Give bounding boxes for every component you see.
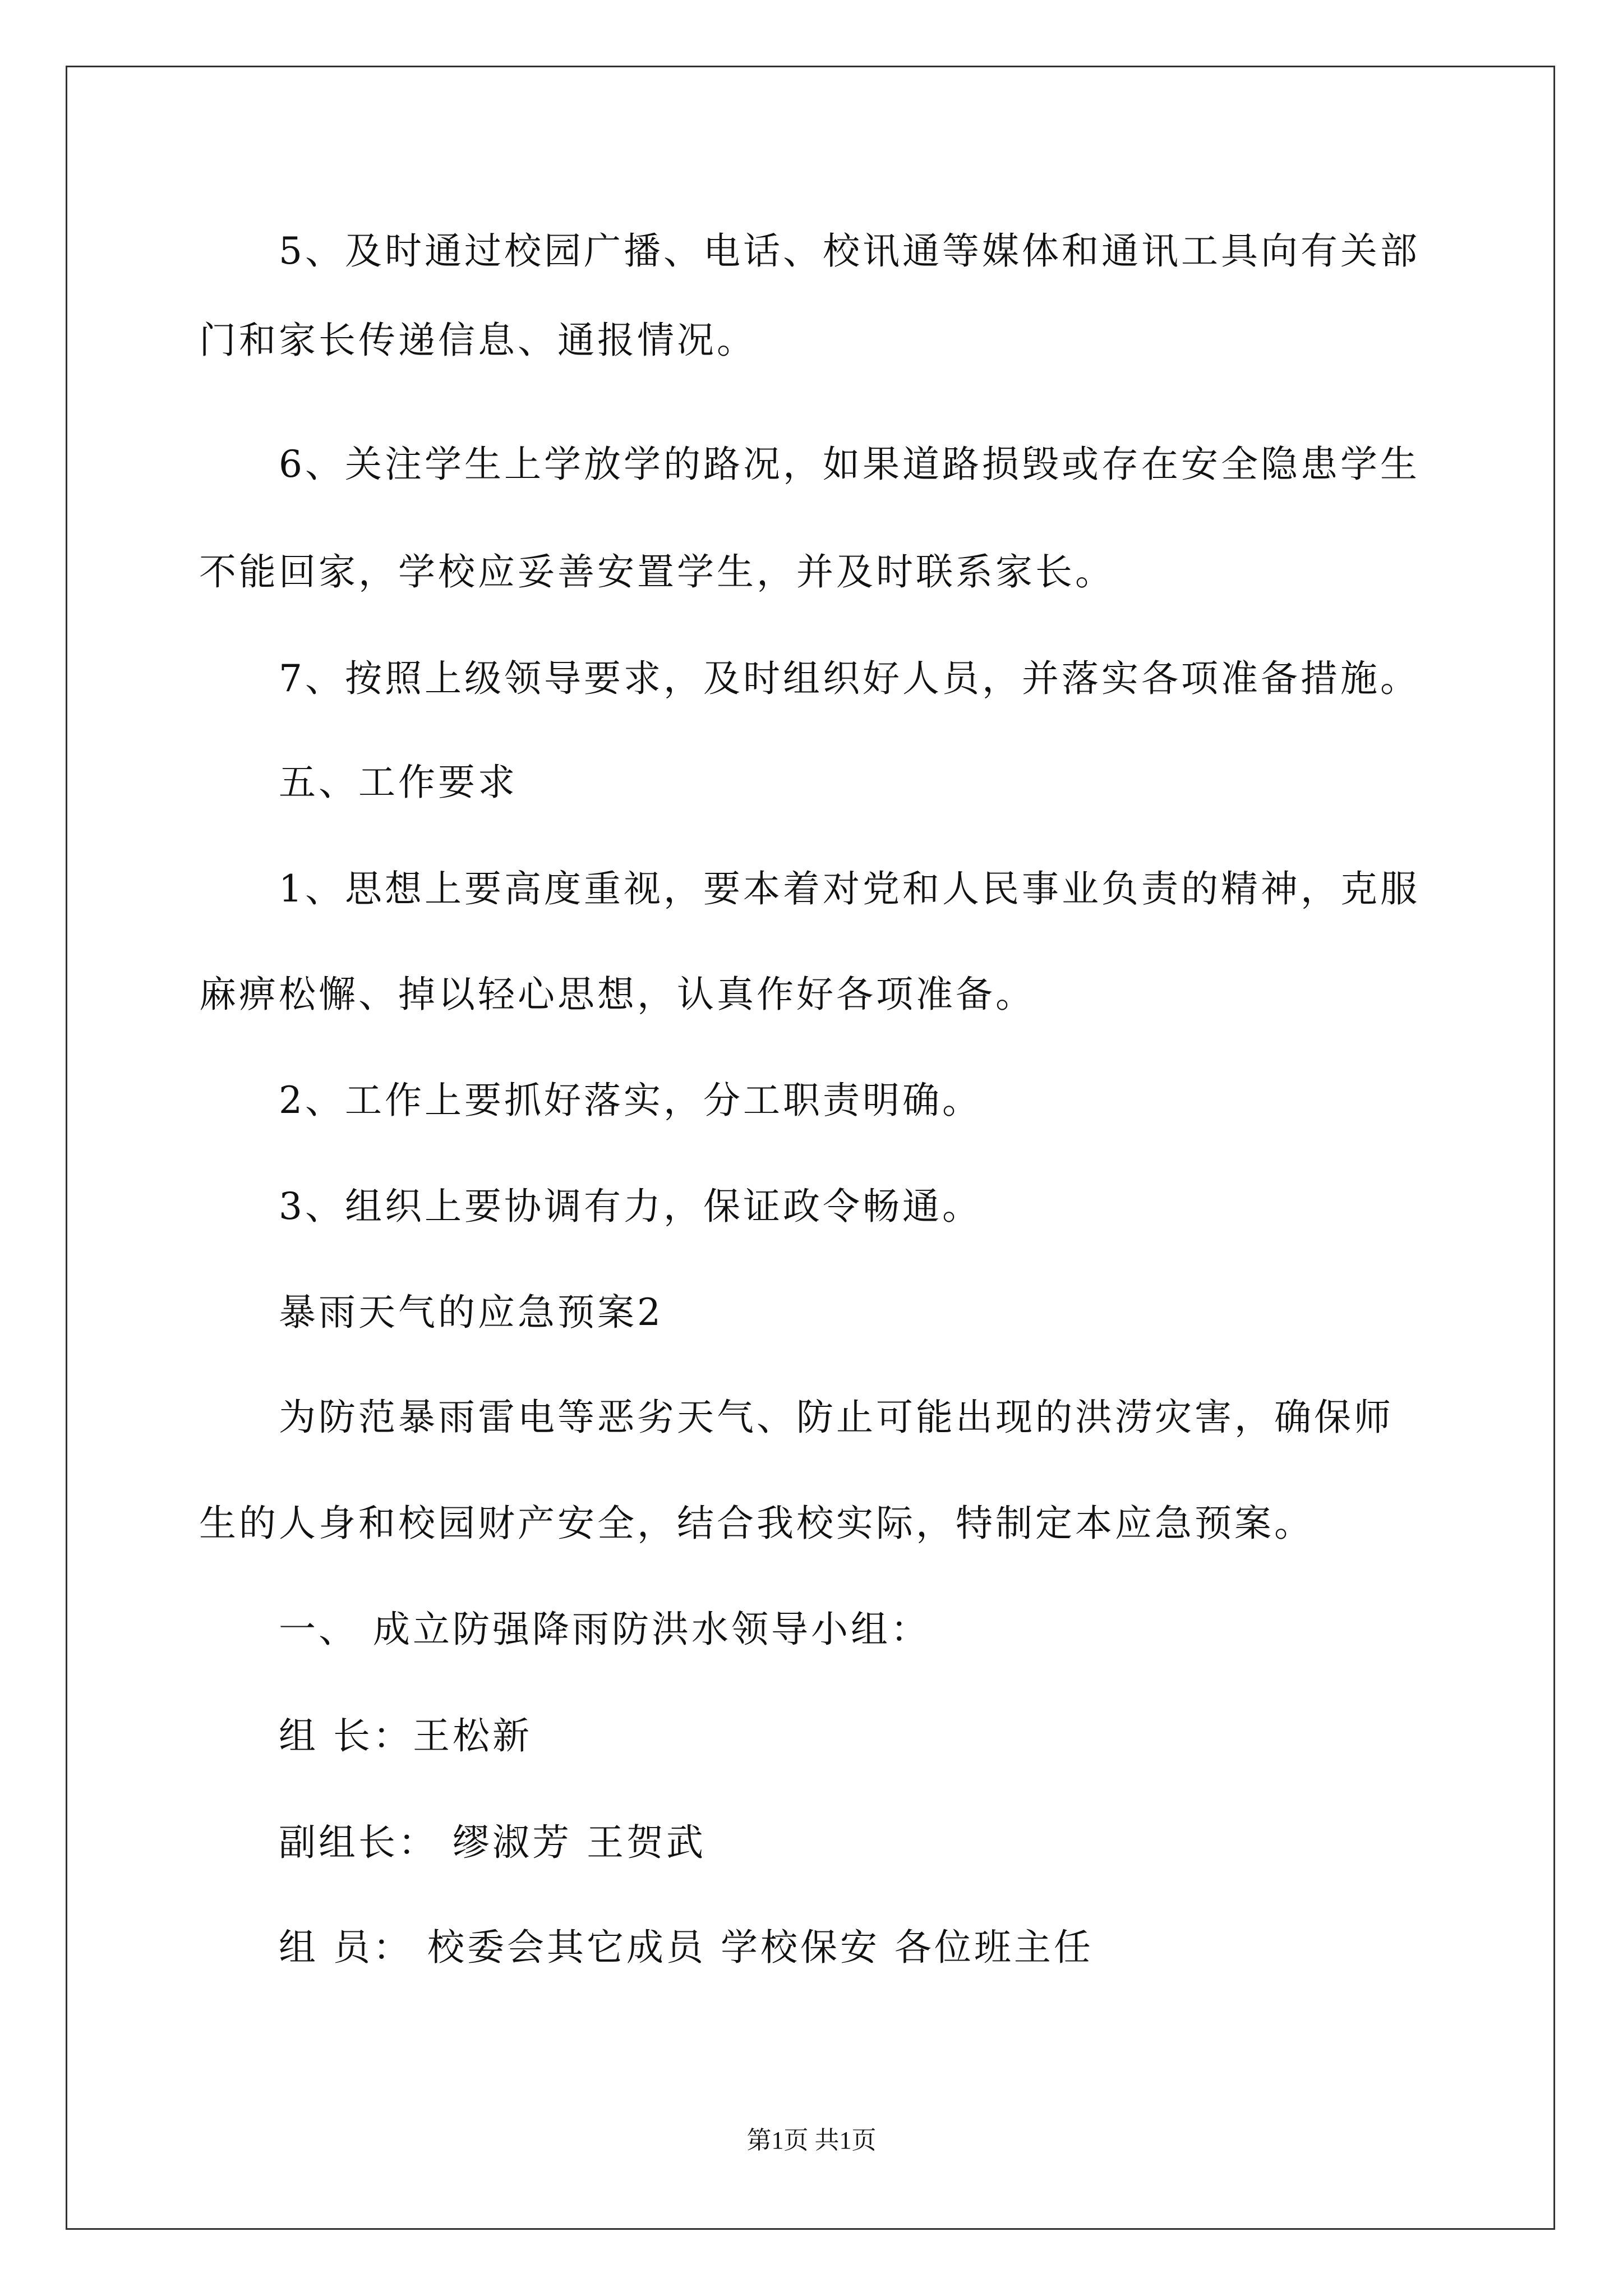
paragraph-line: 门和家长传递信息、通报情况。 xyxy=(199,319,757,362)
paragraph-line: 不能回家，学校应妥善安置学生，并及时联系家长。 xyxy=(199,550,1115,593)
paragraph-line: 7、按照上级领导要求，及时组织好人员，并落实各项准备措施。 xyxy=(279,657,1420,700)
paragraph-line: 2、工作上要抓好落实，分工职责明确。 xyxy=(279,1079,982,1122)
section-heading: 五、工作要求 xyxy=(279,761,518,804)
section-heading: 一、 成立防强降雨防洪水领导小组： xyxy=(279,1608,930,1651)
member-line: 组 员： 校委会其它成员 学校保安 各位班主任 xyxy=(279,1926,1094,1969)
paragraph-line: 麻痹松懈、掉以轻心思想，认真作好各项准备。 xyxy=(199,973,1035,1016)
paragraph-line: 3、组织上要协调有力，保证政令畅通。 xyxy=(279,1185,982,1228)
paragraph-line: 1、思想上要高度重视，要本着对党和人民事业负责的精神，克服 xyxy=(279,867,1420,910)
page-border xyxy=(66,66,1555,2230)
paragraph-line: 5、及时通过校园广播、电话、校讯通等媒体和通讯工具向有关部 xyxy=(279,229,1420,273)
member-line: 副组长： 缪淑芳 王贺武 xyxy=(279,1821,706,1864)
paragraph-line: 6、关注学生上学放学的路况，如果道路损毁或存在安全隐患学生 xyxy=(279,443,1420,486)
document-subtitle: 暴雨天气的应急预案2 xyxy=(279,1291,663,1334)
member-line: 组 长：王松新 xyxy=(279,1714,532,1757)
paragraph-line: 生的人身和校园财产安全，结合我校实际，特制定本应急预案。 xyxy=(199,1502,1314,1545)
page-footer: 第1页 共1页 xyxy=(746,2127,877,2154)
paragraph-line: 为防范暴雨雷电等恶劣天气、防止可能出现的洪涝灾害，确保师 xyxy=(279,1396,1394,1439)
